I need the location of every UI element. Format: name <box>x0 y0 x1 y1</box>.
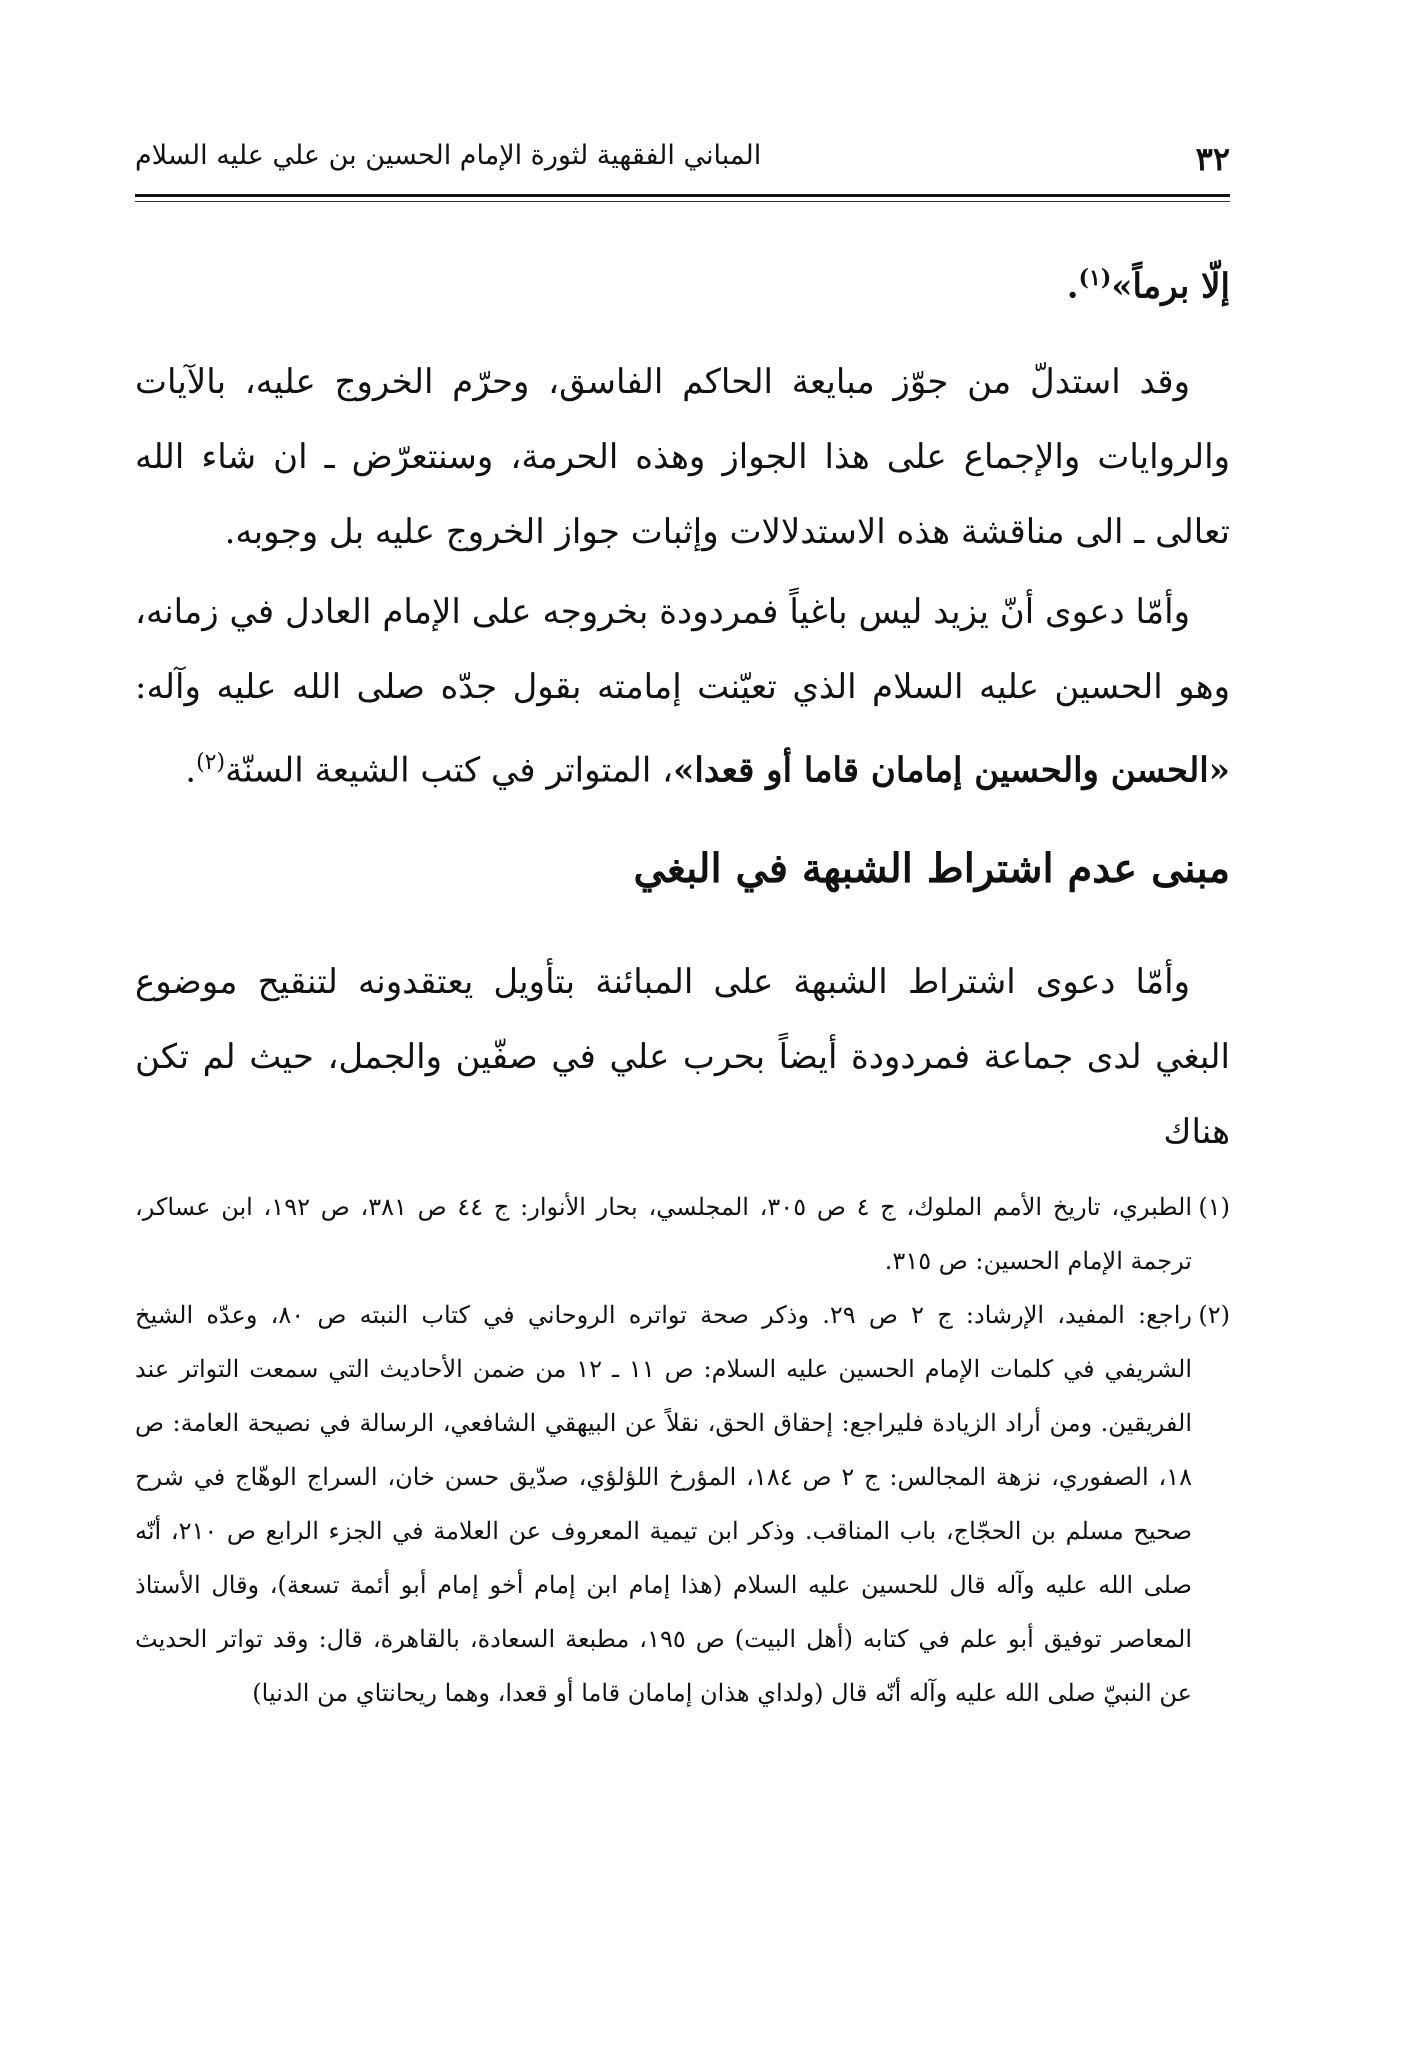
section-heading: مبنى عدم اشتراط الشبهة في البغي <box>633 845 1230 892</box>
running-title: المباني الفقهية لثورة الإمام الحسين بن علي عليه السلام <box>135 140 762 171</box>
opening-line: إلّا برماً»$^{(١)}$. <box>1066 265 1230 307</box>
footnote-ref-2: (٢) <box>196 750 226 775</box>
paragraph-1-text: وقد استدلّ من جوّز مبايعة الحاكم الفاسق، وحرّم الخروج عليه، بالآيات والروايات والإجماع على هذا الجواز وهذه الحرمة، وسنتعرّض ـ ان شاء الله تعالى ـ الى مناقشة هذه الاستدلالات وإثبات جواز الخروج عليه بل وجوبه. <box>135 362 1230 552</box>
opening-text: إلّا برماً» <box>1111 266 1230 307</box>
paragraph-2 <box>135 575 1230 808</box>
footnote-ref-1: (١) <box>1078 265 1112 291</box>
hadith-quote: «الحسن والحسين إمامان قاما أو قعدا» <box>673 750 1230 791</box>
footnote-1 <box>135 1180 1230 1288</box>
footnote-2 <box>135 1288 1230 1720</box>
footnote-2-number: (٢) <box>1198 1301 1231 1329</box>
header-rule-thick <box>135 194 1230 197</box>
footnote-1-number: (١) <box>1198 1193 1230 1221</box>
paragraph-2-text: وأمّا دعوى أنّ يزيد ليس باغياً فمردودة بخروجه على الإمام العادل في زمانه، وهو الحسين عليه السلام الذي تعيّنت إمامته بقول جدّه صلى الله عليه وآله: «الحسن والحسين إمامان قاما أو قعدا»، المتواتر في كتب الشيعة السنّة$^{(٢)}$. <box>135 592 1230 791</box>
footnote-1-text: الطبري، تاريخ الأمم الملوك، ج ٤ ص ٣٠٥، المجلسي، بحار الأنوار: ج ٤٤ ص ٣٨١، ص ١٩٢، ابن عساكر، ترجمة الإمام الحسين: ص ٣١٥. <box>135 1193 1192 1275</box>
paragraph-1 <box>135 345 1230 570</box>
paragraph-2-part-a: وأمّا دعوى أنّ يزيد ليس باغياً فمردودة بخروجه على الإمام العادل في زمانه، وهو الحسين عليه السلام الذي تعيّنت إمامته بقول جدّه صلى الله عليه وآله: <box>135 592 1230 707</box>
paragraph-3 <box>135 945 1230 1170</box>
paragraph-2-part-b: ، المتواتر في كتب الشيعة السنّة <box>225 750 674 791</box>
paragraph-3-text: وأمّا دعوى اشتراط الشبهة على المبائنة بتأويل يعتقدونه لتنقيح موضوع البغي لدى جماعة فمردودة أيضاً بحرب علي في صفّين والجمل، حيث لم تكن هناك <box>135 962 1230 1152</box>
page-header <box>135 140 1230 180</box>
page-number: ٣٢ <box>1195 140 1230 178</box>
header-rule-thin <box>135 201 1230 202</box>
footnotes <box>135 1180 1230 1720</box>
footnote-2-text: راجع: المفيد، الإرشاد: ج ٢ ص ٢٩. وذكر صحة تواتره الروحاني في كتاب النبته ص ٨٠، وعدّه الشيخ الشريفي في كلمات الإمام الحسين عليه السلام: ص ١١ ـ ١٢ من ضمن الأحاديث التي سمعت التواتر عند الفريقين. ومن أراد الزيادة فليراجع: إحقاق الحق، نقلاً عن البيهقي الشافعي، الرسالة في نصيحة العامة: ص ١٨، الصفوري، نزهة المجالس: ج ٢ ص ١٨٤، المؤرخ اللؤلؤي، صدّيق حسن خان، السراج الوهّاج في شرح صحيح مسلم بن الحجّاج، باب المناقب. وذكر ابن تيمية المعروف عن العلامة في الجزء الرابع ص ٢١٠، أنّه صلى الله عليه وآله قال للحسين عليه السلام (هذا إمام ابن إمام أخو إمام أبو أئمة تسعة)، وقال الأستاذ المعاصر توفيق أبو علم في كتابه (أهل البيت) ص ١٩٥، مطبعة السعادة، بالقاهرة، قال: وقد تواتر الحديث عن النبيّ صلى الله عليه وآله أنّه قال (ولداي هذان إمامان قاما أو قعدا، وهما ريحانتاي من الدنيا) <box>135 1301 1193 1707</box>
